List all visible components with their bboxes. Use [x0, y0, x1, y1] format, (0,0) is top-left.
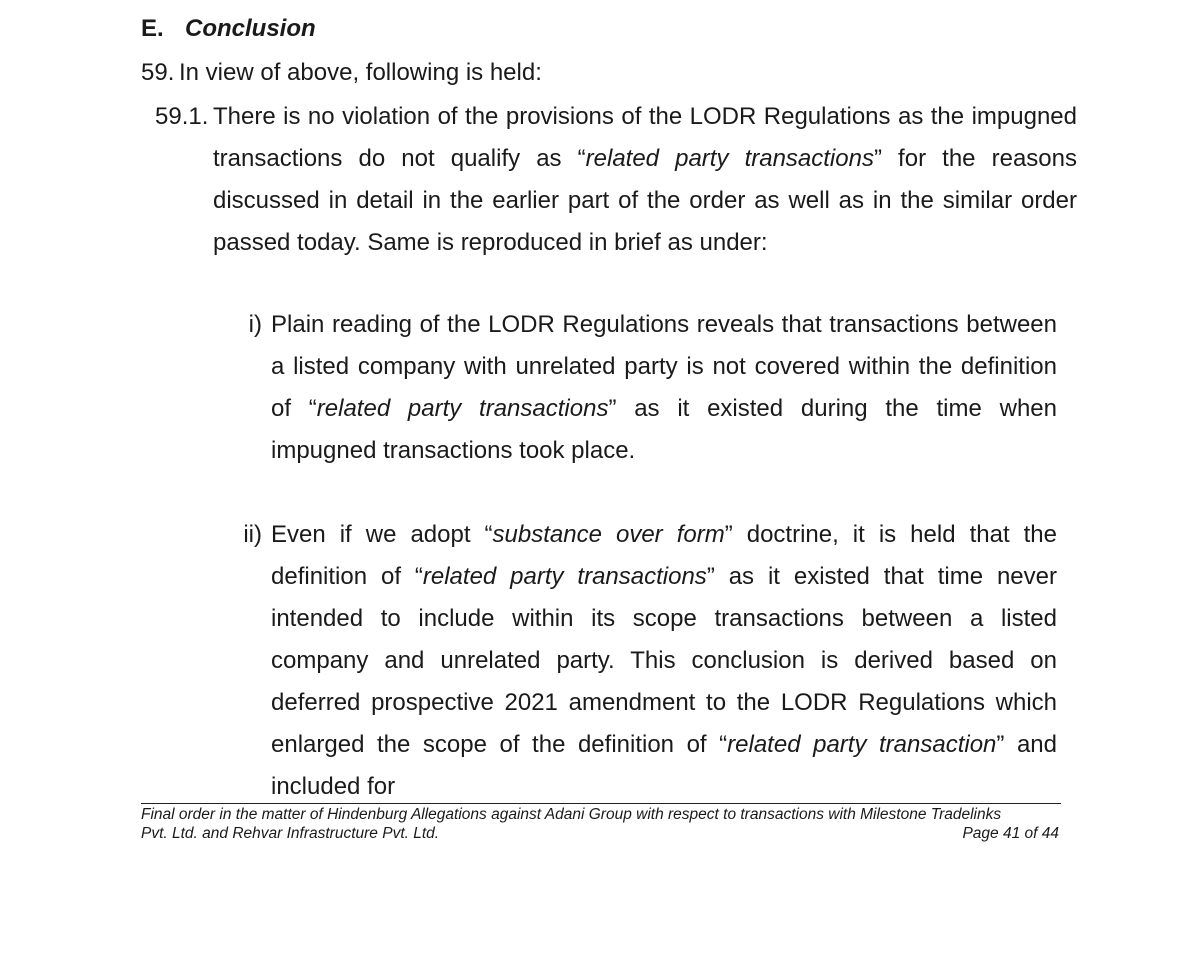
footer-line-2 [141, 824, 1059, 843]
text-run: ” for the reasons discussed in detail in the earlier part of the order as well as in the similar order passed today. Same is reproduced in brief as under: [213, 145, 1077, 256]
footer-line-2-text: Pvt. Ltd. and Rehvar Infrastructure Pvt. Ltd. [141, 825, 440, 842]
list-item-number: i) [248, 311, 262, 338]
section-title: Conclusion [185, 15, 316, 42]
footer-line-1: Final order in the matter of Hindenburg Allegations against Adani Group with respect to transactions with Milestone Tradelinks [141, 806, 1002, 823]
text-run: ” as it existed that time never intended to include within its scope transactions between a listed company and unrelated party. This conclusion is derived based on deferred prospective 2021 amendment to the LODR Regulations which enlarged the scope of the definition of “ [271, 563, 1057, 758]
paragraph-text: In view of above, following is held: [179, 59, 542, 86]
paragraph-59-1 [155, 96, 1077, 264]
list-item [230, 514, 1057, 808]
page-footer [141, 805, 1059, 843]
text-run: ” and included for [271, 731, 1057, 800]
section-heading [141, 12, 316, 46]
list-item [230, 304, 1057, 472]
text-run: ” as it existed during the time when impugned transactions took place. [271, 395, 1057, 464]
page-number: Page 41 of 44 [962, 825, 1059, 842]
section-letter: E. [141, 15, 164, 42]
text-run: ” doctrine, it is held that the definition of “ [271, 521, 1058, 590]
footer-divider [141, 803, 1061, 804]
paragraph-number: 59.1. [155, 103, 209, 130]
paragraph-text [213, 96, 1077, 264]
italic-term: related party transactions [585, 145, 874, 172]
paragraph-number: 59. [141, 59, 175, 86]
text-run: Even if we adopt “ [271, 521, 493, 548]
paragraph-59 [141, 56, 542, 90]
italic-term: related party transactions [316, 395, 609, 422]
list-item-text [271, 514, 1057, 808]
text-run: Plain reading of the LODR Regulations reveals that transactions between a listed company with unrelated party is not covered within the definition of “ [271, 311, 1057, 422]
italic-term: substance over form [492, 521, 725, 548]
list-item-number: ii) [243, 521, 262, 548]
list-item-text [271, 304, 1057, 472]
text-run: There is no violation of the provisions of the LODR Regulations as the impugned transactions do not qualify as “ [213, 103, 1077, 172]
italic-term: related party transactions [422, 563, 707, 590]
italic-term: related party transaction [727, 731, 997, 758]
